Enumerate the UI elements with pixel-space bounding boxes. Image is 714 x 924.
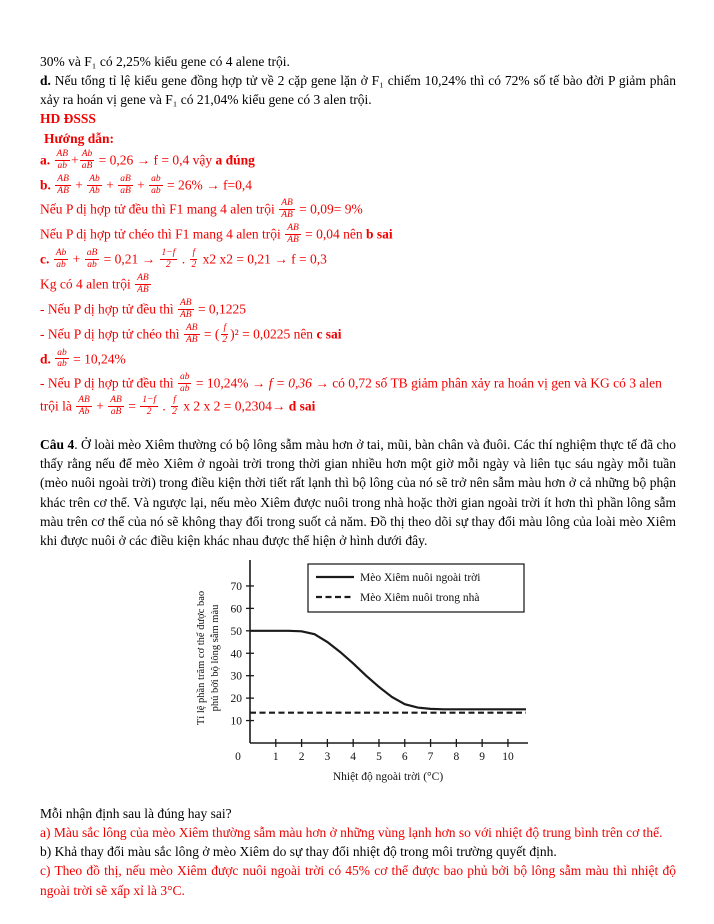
text-segment: . bbox=[178, 251, 189, 267]
text-segment: + bbox=[102, 177, 118, 193]
fraction: $\frac{AB}{AB}$ bbox=[287, 223, 299, 246]
statement-b: b) Khả thay đổi màu sắc lông ở mèo Xiêm do sự thay đổi nhiệt độ trong môi trường quyết định. bbox=[40, 844, 557, 860]
fraction: $\frac{1-f}{2}$ bbox=[142, 395, 157, 418]
x-tick-label: 8 bbox=[453, 751, 460, 763]
cau4-paragraph bbox=[40, 435, 676, 550]
text-segment: = 0,21 → bbox=[100, 251, 159, 267]
question-prompt: Mỗi nhận định sau là đúng hay sai? bbox=[40, 806, 232, 821]
formula-line-d bbox=[40, 349, 676, 372]
text-segment: = 0,26 → f = 0,4 vậy bbox=[95, 152, 216, 168]
text-segment: . Ở loài mèo Xiêm thường có bộ lông sẫm màu hơn ở tai, mũi, bàn chân và đuôi. Các thí nghiệm thực tế đã cho thấy rằng nếu để mèo Xiêm ở ngoài trời trong thời gian nhiều hơn một giờ mỗi ngày và liên tục sáu ngày mỗi tuần (mèo nuôi ngoài trời) trong điều kiện thời tiết rất lạnh thì bộ lông của nó sẽ trở nên sẫm màu hơn ở cả những bộ phận khác trên cơ thể. Và ngược lại, nếu mèo Xiêm được nuôi trong nhà hoặc thời gian ngoài trời ít hơn thì phần lông sẫm màu trên cơ thể của nó sẽ không thay đổi trong suốt cả năm. Đồ thị theo dõi sự thay đổi màu lông của loài mèo Xiêm khi được nuôi ở các điều kiện khác nhau được thể hiện ở hình dưới đây. bbox=[40, 437, 676, 548]
formula-line-p-deu bbox=[40, 199, 676, 222]
text-segment: a đúng bbox=[215, 152, 255, 168]
fraction: $\frac{AB}{Ab}$ bbox=[78, 395, 90, 418]
fraction: $\frac{AB}{AB}$ bbox=[137, 273, 149, 295]
text-segment: . bbox=[159, 398, 170, 414]
x-tick-label: 9 bbox=[479, 751, 486, 763]
formula-line-p-cheo bbox=[40, 224, 676, 247]
x-tick-label: 1 bbox=[272, 751, 279, 763]
series-line-outdoor bbox=[250, 631, 526, 710]
text-segment: x2 x2 = 0,21 → f = 0,3 bbox=[199, 251, 327, 267]
chart-svg bbox=[190, 558, 535, 788]
text-segment: d sai bbox=[288, 398, 316, 414]
text-segment: Câu 4 bbox=[40, 437, 75, 453]
fraction: $\frac{f}{2}$ bbox=[172, 395, 177, 418]
y-tick-label: 40 bbox=[230, 648, 242, 661]
y-tick-label: 60 bbox=[230, 603, 242, 616]
x-tick-label: 4 bbox=[350, 751, 357, 763]
y-tick-label: 20 bbox=[230, 693, 242, 706]
x-tick-label: 7 bbox=[427, 751, 434, 763]
formula-line-d-detail bbox=[40, 373, 676, 419]
hd-heading: HD ĐSSS bbox=[40, 111, 96, 127]
fraction: $\frac{AB}{AB}$ bbox=[57, 173, 69, 196]
text-segment: Nếu P dị hợp tử đều thì F1 mang 4 alen trội bbox=[40, 201, 279, 217]
x-tick-label: 3 bbox=[324, 751, 331, 763]
y-tick-label: 30 bbox=[230, 670, 242, 683]
fraction: $\frac{Ab}{Ab}$ bbox=[89, 173, 100, 196]
fraction: $\frac{AB}{AB}$ bbox=[179, 297, 192, 320]
fraction: $\frac{aB}{aB}$ bbox=[120, 173, 131, 196]
text-segment: → có 0,72 số TB giảm phân xảy ra hoán vị gen và KG có 3 alen trội là bbox=[40, 375, 662, 414]
fraction: $\frac{aB}{ab}$ bbox=[86, 248, 98, 271]
text-segment: c. bbox=[40, 251, 53, 267]
text-segment: + bbox=[69, 251, 84, 267]
text-segment: - Nếu P dị hợp tử đều thì bbox=[40, 301, 177, 317]
formula-line-c bbox=[40, 249, 676, 272]
fraction: $\frac{ab}{ab}$ bbox=[57, 347, 67, 370]
fraction: $\frac{1-f}{2}$ bbox=[161, 248, 176, 271]
fraction: $\frac{f}{2}$ bbox=[191, 248, 197, 271]
text-segment: = ( bbox=[200, 326, 220, 342]
y-tick-label: 50 bbox=[230, 625, 242, 638]
formula-line-deu-0-1225 bbox=[40, 299, 676, 322]
text-segment: b sai bbox=[366, 226, 393, 242]
legend-label-outdoor: Mèo Xiêm nuôi ngoài trời bbox=[360, 572, 481, 584]
text-segment: = bbox=[124, 398, 140, 414]
fraction: $\frac{Ab}{aB}$ bbox=[81, 148, 93, 171]
x-tick-label: 6 bbox=[401, 751, 408, 763]
text-segment: = 0,1225 bbox=[194, 301, 247, 317]
fraction: $\frac{ab}{ab}$ bbox=[179, 372, 190, 395]
text-segment: + bbox=[71, 152, 79, 168]
fraction: $\frac{AB}{aB}$ bbox=[110, 395, 122, 418]
fraction: $\frac{Ab}{ab}$ bbox=[55, 248, 67, 271]
formula-line-cheo-0-0225 bbox=[40, 324, 676, 347]
text-segment: = 10,24% → bbox=[192, 375, 269, 391]
formula-line-kg bbox=[40, 274, 676, 297]
text-segment: b. bbox=[40, 177, 55, 193]
statement-a: a) Màu sắc lông của mèo Xiêm thường sẫm màu hơn ở những vùng lạnh hơn so với nhiệt độ trung bình trên cơ thể. bbox=[40, 825, 663, 841]
text-segment: Kg có 4 alen trội bbox=[40, 276, 135, 292]
text-segment: Nếu tổng tỉ lệ kiểu gene đồng hợp tử về 2 cặp gene lặn ở F₁ chiếm 10,24% thì có 72% số tế bào đời P giảm phân xảy ra hoán vị gene và F₁ có 21,04% kiểu gene có 3 alen trội. bbox=[40, 73, 676, 108]
y-axis-label-line1: Tỉ lệ phần trăm cơ thể được bao bbox=[196, 590, 207, 726]
legend-label-indoor: Mèo Xiêm nuôi trong nhà bbox=[360, 592, 480, 604]
y-tick-label: 70 bbox=[230, 580, 242, 593]
x-tick-label: 10 bbox=[502, 751, 514, 763]
fraction: $\frac{AB}{AB}$ bbox=[281, 198, 293, 221]
text-segment: = 10,24% bbox=[69, 351, 126, 367]
text-segment: x 2 x 2 = 0,2304→ bbox=[179, 398, 289, 414]
fraction: $\frac{ab}{ab}$ bbox=[151, 173, 161, 196]
fraction: $\frac{AB}{ab}$ bbox=[56, 148, 69, 171]
text-segment: + bbox=[133, 177, 149, 193]
text-segment: = 26% → f=0,4 bbox=[163, 177, 252, 193]
text-segment: )² = 0,0225 nên bbox=[230, 326, 317, 342]
text-segment: Nếu P dị hợp tử chéo thì F1 mang 4 alen trội bbox=[40, 226, 285, 242]
y-tick-label: 10 bbox=[230, 715, 242, 728]
x-tick-label: 2 bbox=[298, 751, 305, 763]
text-segment: d. bbox=[40, 351, 55, 367]
x-axis-label: Nhiệt độ ngoài trời (°C) bbox=[332, 771, 444, 783]
text-segment: f = 0,36 bbox=[268, 375, 312, 391]
x-tick-label: 5 bbox=[376, 751, 382, 763]
text-segment: = 0,04 nên bbox=[301, 226, 367, 242]
text-segment: - Nếu P dị hợp tử chéo thì bbox=[40, 326, 183, 342]
text-segment: - Nếu P dị hợp tử đều thì bbox=[40, 375, 177, 391]
chart bbox=[190, 558, 535, 792]
item-d-paragraph bbox=[40, 71, 676, 109]
huongdan-heading: Hướng dẫn: bbox=[44, 130, 114, 146]
text-segment: c sai bbox=[316, 326, 342, 342]
text-segment: = 0,09= 9% bbox=[295, 201, 363, 217]
x-tick-label: 0 bbox=[235, 751, 241, 763]
text-segment: d. bbox=[40, 73, 51, 89]
text-segment: a. bbox=[40, 152, 54, 168]
statement-c: c) Theo đồ thị, nếu mèo Xiêm được nuôi ngoài trời có 45% cơ thể được bao phủ bởi bộ lông sẫm màu thì nhiệt độ ngoài trời sẽ xấp xỉ là 3°C. bbox=[40, 863, 676, 898]
text-segment: + bbox=[92, 398, 108, 414]
fraction: $\frac{AB}{AB}$ bbox=[185, 322, 198, 345]
y-axis-label-line2: phủ bởi bộ lông sẫm màu bbox=[210, 604, 221, 712]
fraction: $\frac{f}{2}$ bbox=[222, 322, 228, 345]
formula-line-b bbox=[40, 175, 676, 198]
text-segment: + bbox=[71, 177, 87, 193]
intro-line: 30% và F₁ có 2,25% kiểu gene có 4 alene trội. bbox=[40, 54, 290, 69]
formula-line-a bbox=[40, 150, 676, 173]
